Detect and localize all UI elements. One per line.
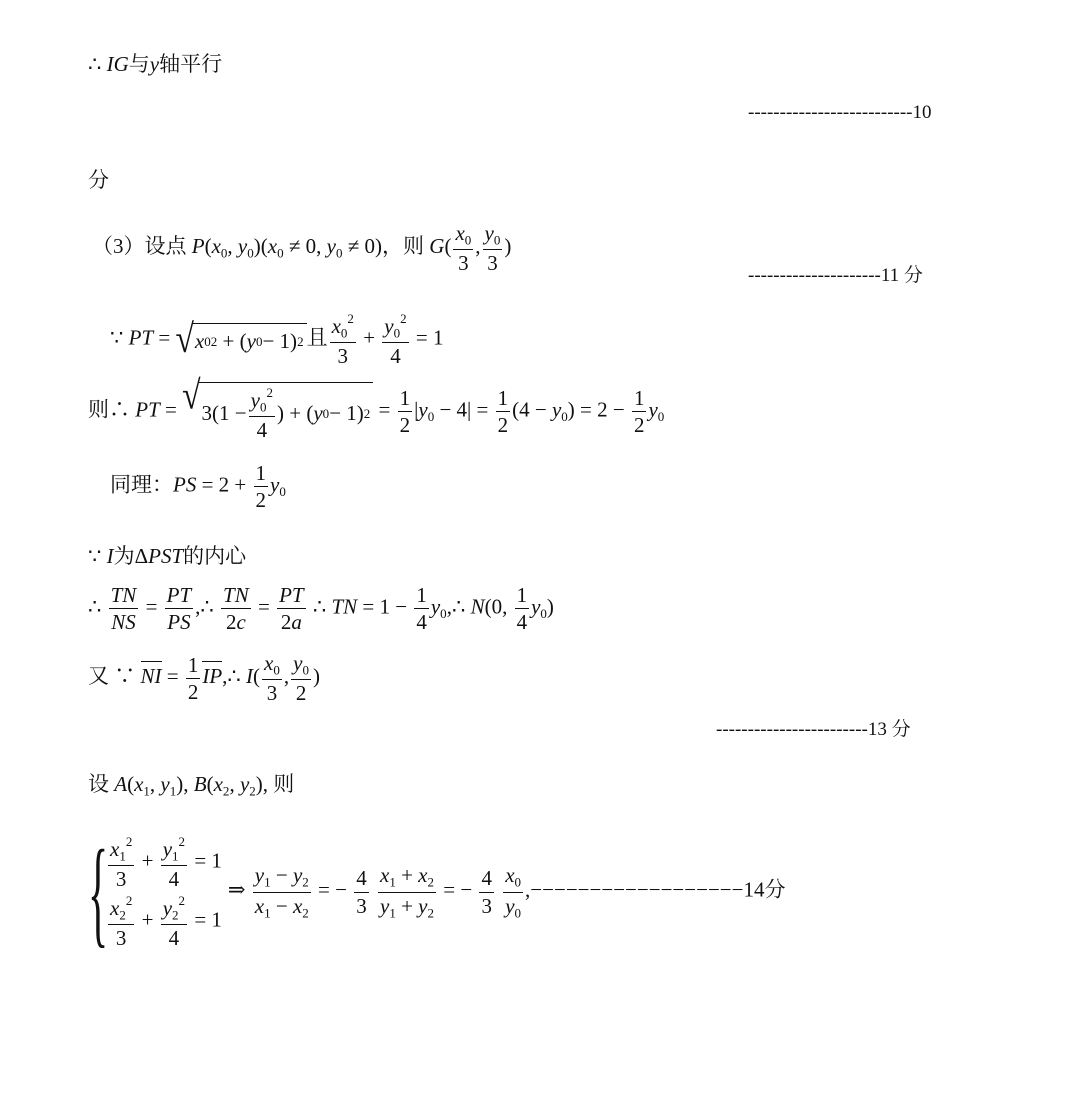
point-g: G <box>429 233 445 258</box>
var-y: y <box>149 52 160 76</box>
var-pt: PT <box>128 325 154 350</box>
left-brace: { <box>88 825 109 958</box>
var-pst: PST <box>148 544 184 568</box>
tongli-line: 同理：PS = 2 + $\frac{1}{2}$ $y_0$ <box>110 461 286 513</box>
system-block: { $\frac{x_1^2}{3}$ + $\frac{y_1^2}{4}$ = 1 $\frac{x_2^2}{3}$ + $\frac{y_2^2}{4}$ = 1 ⇒ $\frac{y_1 - y_2}{x_1 - x_2}$ = − $\frac{4}{3}$ $\frac{x_1 + x_2}{y_1 + y_2}$ = − $\frac{4}{3}$ $\frac{x_0}{y_0}$ ,−−−−−−−−−−−−−−−−−−14分 <box>88 825 786 958</box>
text-axis-parallel: 轴平行 <box>159 52 223 76</box>
tongli-label: 同理： <box>110 472 173 497</box>
because-symbol: ∵ <box>110 325 124 350</box>
frac-y0sq-4: $\frac{y_0^2}{4}$ <box>384 311 407 368</box>
score-10: --------------------------10 <box>748 102 932 123</box>
fen-label: 分 <box>88 168 109 192</box>
var-i: I <box>106 544 114 568</box>
therefore-symbol: ∴ <box>88 52 107 76</box>
line-ig-parallel <box>88 54 222 75</box>
part3-label: （3）设点 <box>92 233 187 258</box>
vector-ni: NI <box>141 661 162 688</box>
vector-line: 又 ∵ NI = $\frac{1}{2}$ IP,∴ I( $\frac{x_0}{3}$ , $\frac{y_0}{2}$ ) <box>88 651 320 706</box>
eq-one: = 1 <box>415 325 444 350</box>
vector-ip: IP <box>202 661 222 688</box>
part3-then: ，则 <box>382 233 425 258</box>
point-p: P <box>191 233 205 258</box>
frac-x0-3: $\frac{x_0}{3}$ <box>455 221 472 276</box>
sqrt-pt-2: √ 3(1 − $\frac{y_0^2}{4}$ ) + ( y 0 − 1) 2 <box>182 382 373 441</box>
incenter-text-a: 为Δ <box>113 544 149 568</box>
incenter-line <box>88 546 246 567</box>
incenter-text-b: 的内心 <box>183 544 247 568</box>
frac-x0sq-3: $\frac{x_0^2}{3}$ <box>331 311 354 368</box>
ze-text: 则 <box>88 397 109 422</box>
tn-ratio-line: ∴ $\frac{TN}{NS}$ = $\frac{PT}{PS}$ ,∴ $\frac{TN}{2c}$ = $\frac{PT}{2a}$ ∴ TN = 1 − $\frac{1}{4}$ $y_0,\therefore$ N(0, $\frac{1}{4}$ $y_0$) <box>88 583 554 635</box>
set-then: , 则 <box>262 772 295 796</box>
set-ab-line: 设 $A(x_1$, $y_1$), $B(x_2$, $y_2$), 则 <box>88 772 295 799</box>
frac-y0-3: $\frac{y_0}{3}$ <box>484 221 501 276</box>
sqrt-pt: √ x 0 2 + ( y 0 − 1) 2 <box>175 323 306 357</box>
therefore-symbol-2: ∴ <box>109 397 130 422</box>
score-14: −−−−−−−−−−−−−−−−−−14分 <box>530 877 786 902</box>
pt-simplified: 则∴ PT = √ 3(1 − $\frac{y_0^2}{4}$ ) + ( y 0 − 1) 2 = $\frac{1}{2}$ $|y_0 - 4|$ = $\frac{1}{2}$ $(4 - y_0) = 2$ − $\frac{1}{2}$ $y_0$ <box>88 373 665 442</box>
and-text: 且 <box>306 325 328 350</box>
pt-equation: ∵ PT = √ x 0 2 + ( y 0 − 1) 2 且 $\frac{x_0^2}{3}$ + $\frac{y_0^2}{4}$ = 1 <box>110 311 444 368</box>
var-ps: PS <box>173 472 197 497</box>
var-ig: IG <box>106 52 129 76</box>
part3-line: （3）设点 $P(x_0$, $y_0)(x_0 \ne 0$, $y_0 \ne 0$)，则 G( $\frac{x_0}{3}$ , $\frac{y_0}{3}$ ) <box>92 221 512 276</box>
score-11: ---------------------11 分 <box>748 265 923 286</box>
score-13: ------------------------13 分 <box>716 719 911 740</box>
text-yu: 与 <box>128 52 150 76</box>
set-label: 设 <box>88 772 109 796</box>
because-symbol-2: ∵ <box>88 544 102 568</box>
